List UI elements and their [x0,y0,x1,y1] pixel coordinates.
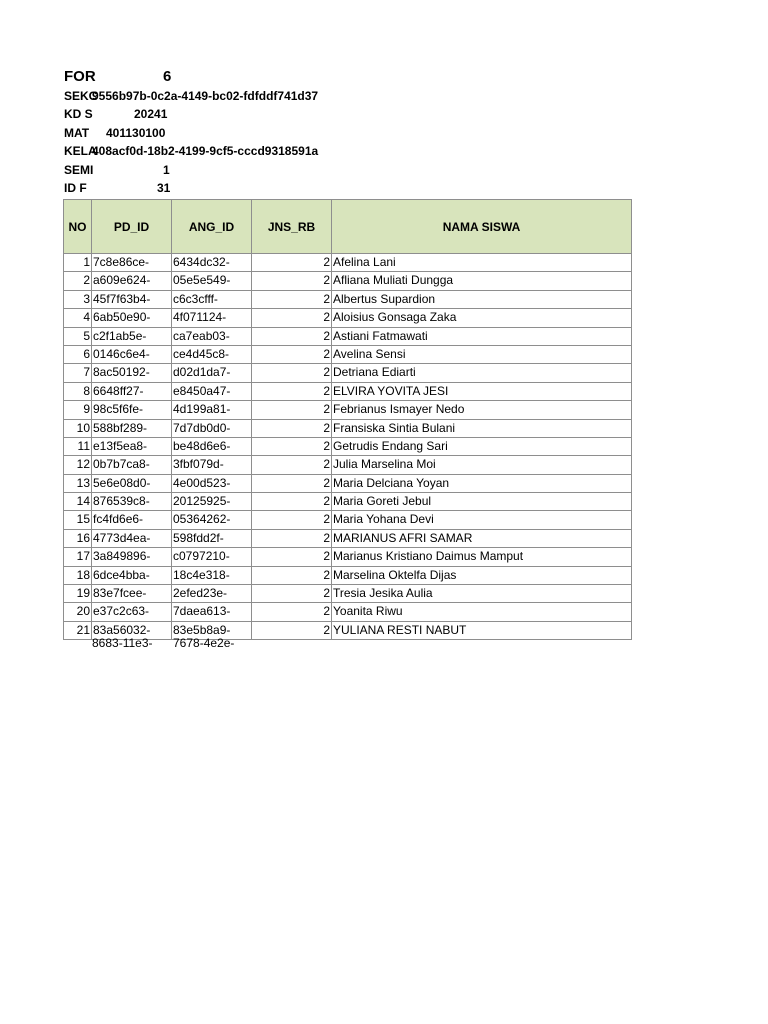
row-number-cell: 9 [64,401,92,419]
header-kd-row [64,105,364,123]
student-name-cell: YULIANA RESTI NABUT [332,621,632,639]
jns-rb-cell: 2 [252,290,332,308]
ang-id-cell: 83e5b8a9- [172,621,252,639]
table-row [64,345,632,363]
ang-id-cell: 4e00d523- [172,474,252,492]
table-row [64,603,632,621]
ang-id-cell: ca7eab03- [172,327,252,345]
column-header-ang-id: ANG_ID [172,200,252,254]
ang-id-cell: ce4d45c8- [172,345,252,363]
header-kelas-row [64,142,364,160]
pd-id-cell: 8ac50192- [92,364,172,382]
header-idf-row [64,179,364,197]
pd-id-cell: 0146c6e4- [92,345,172,363]
table-row [64,437,632,455]
ang-id-cell: 20125925- [172,493,252,511]
header-semester-value: 1 [163,162,170,177]
pd-id-cell: 588bf289- [92,419,172,437]
student-name-cell: ELVIRA YOVITA JESI [332,382,632,400]
ang-id-cell: 4d199a81- [172,401,252,419]
column-header-jns-rb: JNS_RB [252,200,332,254]
student-name-cell: Astiani Fatmawati [332,327,632,345]
pd-id-cell: a609e624- [92,272,172,290]
student-name-cell: Avelina Sensi [332,345,632,363]
row-number-cell: 21 [64,621,92,639]
header-kd-label: KD S [64,107,93,122]
header-kd-value: 20241 [134,107,168,122]
row-number-cell: 6 [64,345,92,363]
row-number-cell: 19 [64,585,92,603]
student-name-cell: Febrianus Ismayer Nedo [332,401,632,419]
table-row [64,419,632,437]
header-semester-label: SEMI [64,162,94,177]
header-mat-label: MAT [64,125,90,140]
student-table [63,199,632,640]
row-number-cell: 14 [64,493,92,511]
ang-id-cell: 6434dc32- [172,254,252,272]
ang-id-cell: 3fbf079d- [172,456,252,474]
table-row [64,309,632,327]
row-number-cell: 3 [64,290,92,308]
pd-id-cell: 6648ff27- [92,382,172,400]
column-header-pd-id: PD_ID [92,200,172,254]
ang-id-cell: 2efed23e- [172,585,252,603]
jns-rb-cell: 2 [252,585,332,603]
table-row [64,566,632,584]
row-number-cell: 12 [64,456,92,474]
ang-id-cell: 05e5e549- [172,272,252,290]
ang-id-cell: c6c3cfff- [172,290,252,308]
row-number-cell: 15 [64,511,92,529]
pd-id-cell: e13f5ea8- [92,437,172,455]
header-form-value: 6 [163,68,172,85]
student-name-cell: Afelina Lani [332,254,632,272]
row-number-cell: 5 [64,327,92,345]
column-header-no: NO [64,200,92,254]
student-name-cell: Julia Marselina Moi [332,456,632,474]
student-name-cell: Afliana Muliati Dungga [332,272,632,290]
row-number-cell: 10 [64,419,92,437]
header-idf-value: 31 [157,180,171,195]
header-mat-value: 401130100 [106,125,166,140]
header-sek-value: 9556b97b-0c2a-4149-bc02-fdfddf741d37 [92,89,319,103]
row-number-cell: 11 [64,437,92,455]
student-name-cell: Fransiska Sintia Bulani [332,419,632,437]
header-sek-label: SEKC [64,89,98,103]
student-name-cell: Marselina Oktelfa Dijas [332,566,632,584]
jns-rb-cell: 2 [252,401,332,419]
header-kelas-label: KELA [64,144,97,159]
ang-id-cell: 18c4e318- [172,566,252,584]
table-row [64,493,632,511]
jns-rb-cell: 2 [252,419,332,437]
header-form-label: FOR [64,68,96,85]
jns-rb-cell: 2 [252,548,332,566]
pd-id-cell: 7c8e86ce- [92,254,172,272]
table-row [64,401,632,419]
jns-rb-cell: 2 [252,603,332,621]
header-idf-label: ID F [64,180,87,195]
row-number-cell: 8 [64,382,92,400]
column-header-nama-siswa: NAMA SISWA [332,200,632,254]
student-name-cell: Getrudis Endang Sari [332,437,632,455]
row-number-cell: 18 [64,566,92,584]
row-number-cell: 7 [64,364,92,382]
ang-id-cell: 4f071124- [172,309,252,327]
student-name-cell: Albertus Supardion [332,290,632,308]
student-name-cell: Maria Yohana Devi [332,511,632,529]
jns-rb-cell: 2 [252,529,332,547]
table-row [64,511,632,529]
table-row [64,290,632,308]
row-number-cell: 13 [64,474,92,492]
table-row [64,364,632,382]
table-row [64,254,632,272]
table-row [64,548,632,566]
student-name-cell: Aloisius Gonsaga Zaka [332,309,632,327]
jns-rb-cell: 2 [252,272,332,290]
ang-id-cell: 7d7db0d0- [172,419,252,437]
row-number-cell: 16 [64,529,92,547]
ang-id-cell: 05364262- [172,511,252,529]
jns-rb-cell: 2 [252,511,332,529]
pd-id-cell: 6ab50e90- [92,309,172,327]
pd-id-cell: 83e7fcee- [92,585,172,603]
sheet-header [64,68,364,197]
pd-id-cell: 83a56032- [92,621,172,639]
header-semester-row [64,161,364,179]
pd-id-cell: 3a849896- [92,548,172,566]
jns-rb-cell: 2 [252,437,332,455]
jns-rb-cell: 2 [252,456,332,474]
pd-id-cell: 0b7b7ca8- [92,456,172,474]
pd-id-overflow-text: 8683-11e3- [92,636,153,650]
table-row [64,585,632,603]
table-row [64,272,632,290]
row-number-cell: 4 [64,309,92,327]
student-name-cell: MARIANUS AFRI SAMAR [332,529,632,547]
pd-id-cell: 5e6e08d0- [92,474,172,492]
header-sek-row [64,87,364,105]
table-row [64,529,632,547]
ang-id-overflow-text: 7678-4e2e- [173,636,235,650]
table-row [64,456,632,474]
header-form-row [64,68,364,87]
jns-rb-cell: 2 [252,382,332,400]
student-name-cell: Marianus Kristiano Daimus Mamput [332,548,632,566]
pd-id-cell: 98c5f6fe- [92,401,172,419]
table-row [64,474,632,492]
ang-id-cell: c0797210- [172,548,252,566]
pd-id-cell: c2f1ab5e- [92,327,172,345]
student-name-cell: Maria Delciana Yoyan [332,474,632,492]
jns-rb-cell: 2 [252,474,332,492]
row-number-cell: 17 [64,548,92,566]
student-name-cell: Tresia Jesika Aulia [332,585,632,603]
ang-id-cell: e8450a47- [172,382,252,400]
jns-rb-cell: 2 [252,566,332,584]
jns-rb-cell: 2 [252,254,332,272]
pd-id-cell: 876539c8- [92,493,172,511]
jns-rb-cell: 2 [252,327,332,345]
row-number-cell: 20 [64,603,92,621]
table-row [64,327,632,345]
pd-id-cell: fc4fd6e6- [92,511,172,529]
table-header-row [64,200,632,254]
jns-rb-cell: 2 [252,621,332,639]
student-name-cell: Detriana Ediarti [332,364,632,382]
jns-rb-cell: 2 [252,364,332,382]
row-number-cell: 2 [64,272,92,290]
jns-rb-cell: 2 [252,309,332,327]
jns-rb-cell: 2 [252,493,332,511]
student-name-cell: Yoanita Riwu [332,603,632,621]
ang-id-cell: be48d6e6- [172,437,252,455]
pd-id-cell: e37c2c63- [92,603,172,621]
header-kelas-value: 408acf0d-18b2-4199-9cf5-cccd9318591a [92,144,319,159]
ang-id-cell: 598fdd2f- [172,529,252,547]
table-row [64,382,632,400]
pd-id-cell: 4773d4ea- [92,529,172,547]
jns-rb-cell: 2 [252,345,332,363]
pd-id-cell: 6dce4bba- [92,566,172,584]
ang-id-cell: d02d1da7- [172,364,252,382]
student-name-cell: Maria Goreti Jebul [332,493,632,511]
pd-id-cell: 45f7f63b4- [92,290,172,308]
ang-id-cell: 7daea613- [172,603,252,621]
row-number-cell: 1 [64,254,92,272]
header-mat-row [64,124,364,142]
